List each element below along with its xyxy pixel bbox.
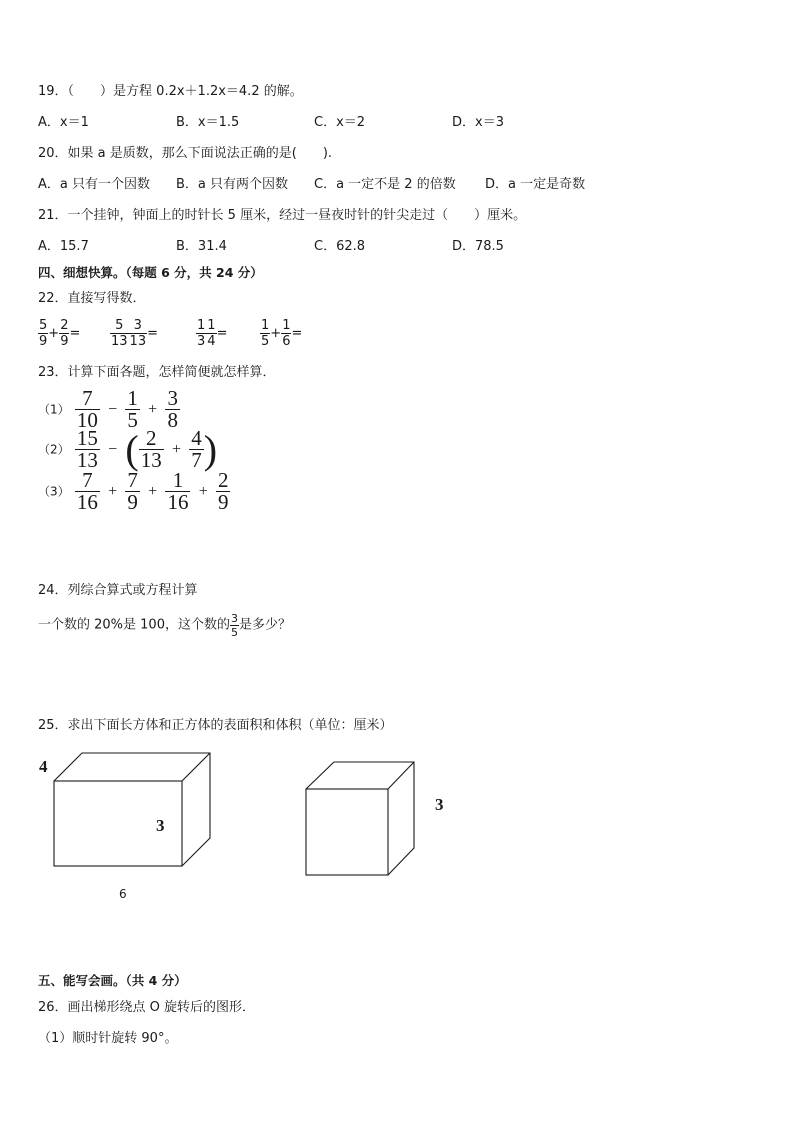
section-5-heading: 五、能写会画。（共 4 分） — [38, 973, 187, 988]
q26-sub-1: （1）顺时针旋转 90°。 — [38, 1031, 178, 1046]
q21-option-d: D．78.5 — [452, 239, 504, 254]
cube-front-face — [306, 789, 388, 875]
q22-item-3: $\frac{1}{3}$ $\frac{1}{4}$ = — [197, 318, 228, 349]
question-22-stem: 22．直接写得数． — [38, 291, 146, 306]
cuboid-top-right-edge — [182, 753, 210, 781]
q20-option-d: D．a 一定是奇数 — [485, 177, 586, 192]
q19-option-b: B．x＝1.5 — [176, 115, 240, 130]
q24-problem: 一个数的 20%是 100，这个数的 $\frac{3}{5}$ 是多少？ — [38, 612, 291, 639]
q21-option-a: A．15.7 — [38, 239, 89, 254]
cuboid-figure — [54, 753, 210, 866]
cuboid-height-label: 3 — [156, 816, 165, 835]
cuboid-back-edges — [54, 753, 210, 866]
q23-problem-1: （1） $\frac{7}{10}$ − $\frac{1}{5}$ + $\frac{3}{8}$ — [38, 386, 178, 432]
q22-item-1: $\frac{5}{9}$ + $\frac{2}{9}$ = — [39, 318, 81, 349]
q20-option-c: C．a 一定不是 2 的倍数 — [314, 177, 456, 192]
section-4-heading: 四、细想快算。（每题 6 分，共 24 分） — [38, 265, 263, 280]
q23-problem-3: （3） $\frac{7}{16}$ + $\frac{7}{9}$ + $\frac{1}{16}$ + $\frac{2}{9}$ — [38, 468, 229, 514]
question-21-stem: 21．一个挂钟，钟面上的时针长 5 厘米，经过一昼夜时针的针尖走过（ ）厘米。 — [38, 208, 527, 223]
question-26-stem: 26．画出梯形绕点 O 旋转后的图形． — [38, 1000, 256, 1015]
cuboid-length-label: 6 — [119, 887, 127, 901]
q22-item-2: $\frac{5}{13}$ $\frac{3}{13}$ = — [111, 318, 158, 349]
q19-option-a: A．x＝1 — [38, 115, 89, 130]
cube-figure — [306, 762, 414, 875]
question-23-stem: 23．计算下面各题，怎样简便就怎样算． — [38, 365, 276, 380]
q19-option-d: D．x＝3 — [452, 115, 504, 130]
q21-option-c: C．62.8 — [314, 239, 366, 254]
q19-option-c: C．x＝2 — [314, 115, 366, 130]
q23-problem-2: （2） $\frac{15}{13}$ − ( $\frac{2}{13}$ + $\frac{4}{7}$ ) — [38, 426, 218, 472]
question-25-stem: 25．求出下面长方体和正方体的表面积和体积（单位：厘米） — [38, 718, 393, 733]
q20-option-b: B．a 只有两个因数 — [176, 177, 289, 192]
question-24-stem: 24．列综合算式或方程计算 — [38, 583, 198, 598]
cuboid-width-label: 4 — [39, 757, 48, 776]
q20-option-a: A．a 只有一个因数 — [38, 177, 150, 192]
q22-item-4: $\frac{1}{5}$ + $\frac{1}{6}$ = — [261, 318, 303, 349]
question-19-stem: 19．（ ）是方程 0.2x＋1.2x＝4.2 的解。 — [38, 84, 303, 99]
q21-option-b: B．31.4 — [176, 239, 227, 254]
cube-top-right-edge — [388, 762, 414, 789]
cube-edge-label: 3 — [435, 795, 444, 814]
question-20-stem: 20．如果 a 是质数，那么下面说法正确的是( ). — [38, 146, 333, 161]
